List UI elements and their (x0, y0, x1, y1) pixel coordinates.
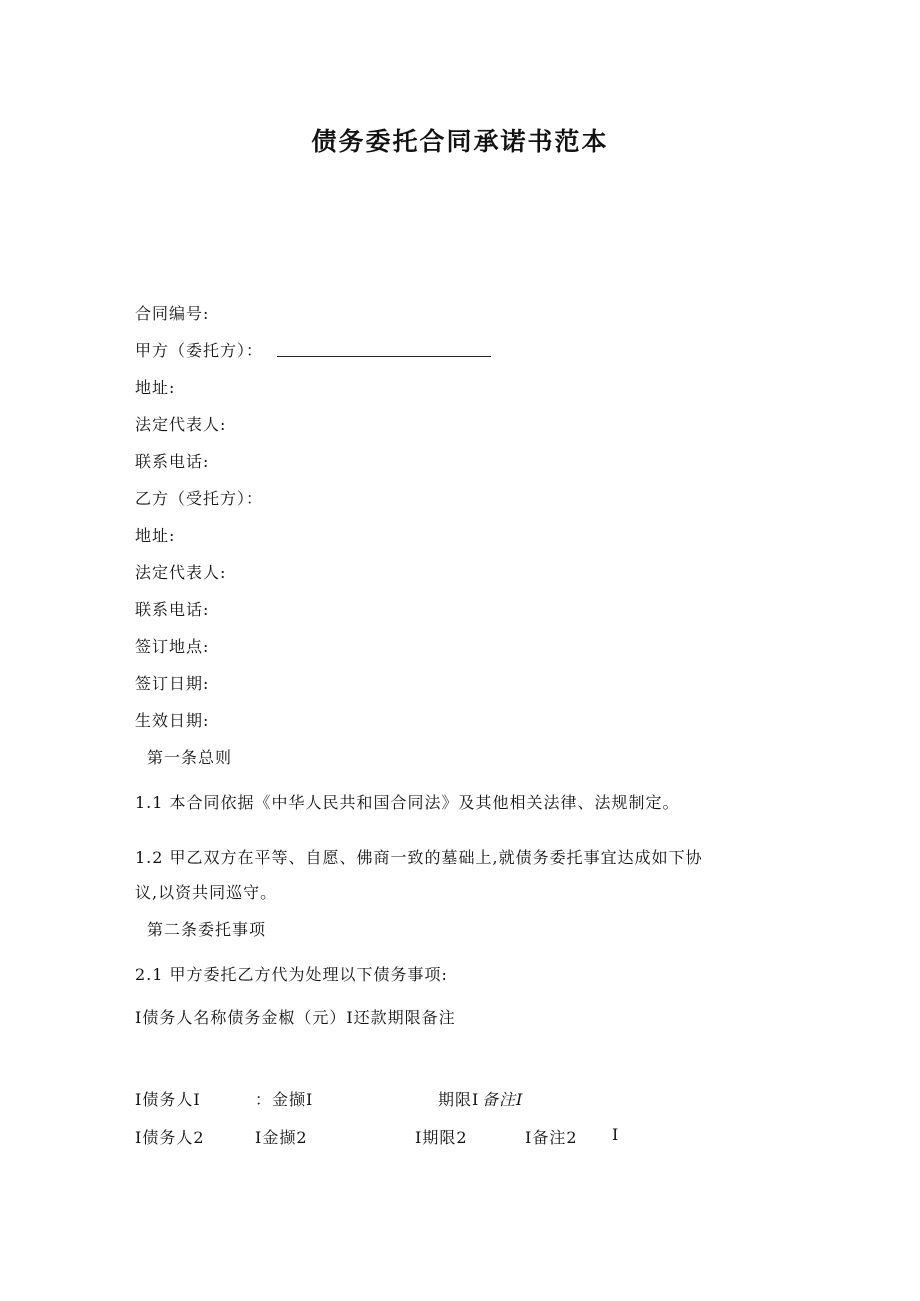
clause-1-1: 1.1 本合同依据《中华人民共和国合同法》及其他相关法律、法规制定。 (135, 793, 680, 812)
clause-1-2-line-1: 1.2 甲乙双方在平等、自愿、佛商一致的墓础上,就债务委托事宜达成如下协 (135, 848, 703, 867)
field-legal-rep-b: 法定代表人: (135, 563, 227, 582)
field-address-a: 地址: (135, 378, 176, 397)
clause-1-2-line-2: 议,以资共同巡守。 (135, 883, 278, 902)
row-2-end-marker: I (612, 1125, 620, 1144)
row-1-note: 备注I (482, 1090, 524, 1109)
row-2-note: I备注2 (525, 1128, 578, 1147)
field-contract-number: 合同编号: (135, 304, 210, 323)
row-2-term: I期限2 (415, 1128, 468, 1147)
field-party-a (135, 338, 491, 361)
section-1-heading: 第一条总则 (147, 748, 233, 767)
clause-2-1: 2.1 甲方委托乙方代为处理以下债务事项: (135, 965, 448, 984)
field-legal-rep-a: 法定代表人: (135, 415, 227, 434)
row-2-debtor: I债务人2 (135, 1128, 205, 1147)
row-1-term: 期限I (438, 1090, 480, 1109)
field-address-b: 地址: (135, 526, 176, 545)
field-effective-date: 生效日期: (135, 711, 210, 730)
party-a-blank-line (277, 355, 491, 357)
field-party-a-label: 甲方（委托方）： (135, 341, 264, 360)
field-signing-place: 签订地点: (135, 637, 210, 656)
field-signing-date: 签订日期: (135, 674, 210, 693)
row-1-amount: ：金撷I (255, 1090, 314, 1109)
field-phone-b: 联系电话: (135, 600, 210, 619)
row-2-amount: I金撷2 (255, 1128, 308, 1147)
section-2-heading: 第二条委托事项 (147, 920, 267, 939)
document-title: 债务委托合同承诺书范本 (311, 127, 609, 156)
row-1-debtor: I债务人I (135, 1090, 201, 1109)
debt-table-header: I债务人名称债务金椒（元）I还款期限备注 (135, 1008, 456, 1027)
field-party-b: 乙方（受托方）： (135, 489, 264, 508)
field-phone-a: 联系电话: (135, 452, 210, 471)
